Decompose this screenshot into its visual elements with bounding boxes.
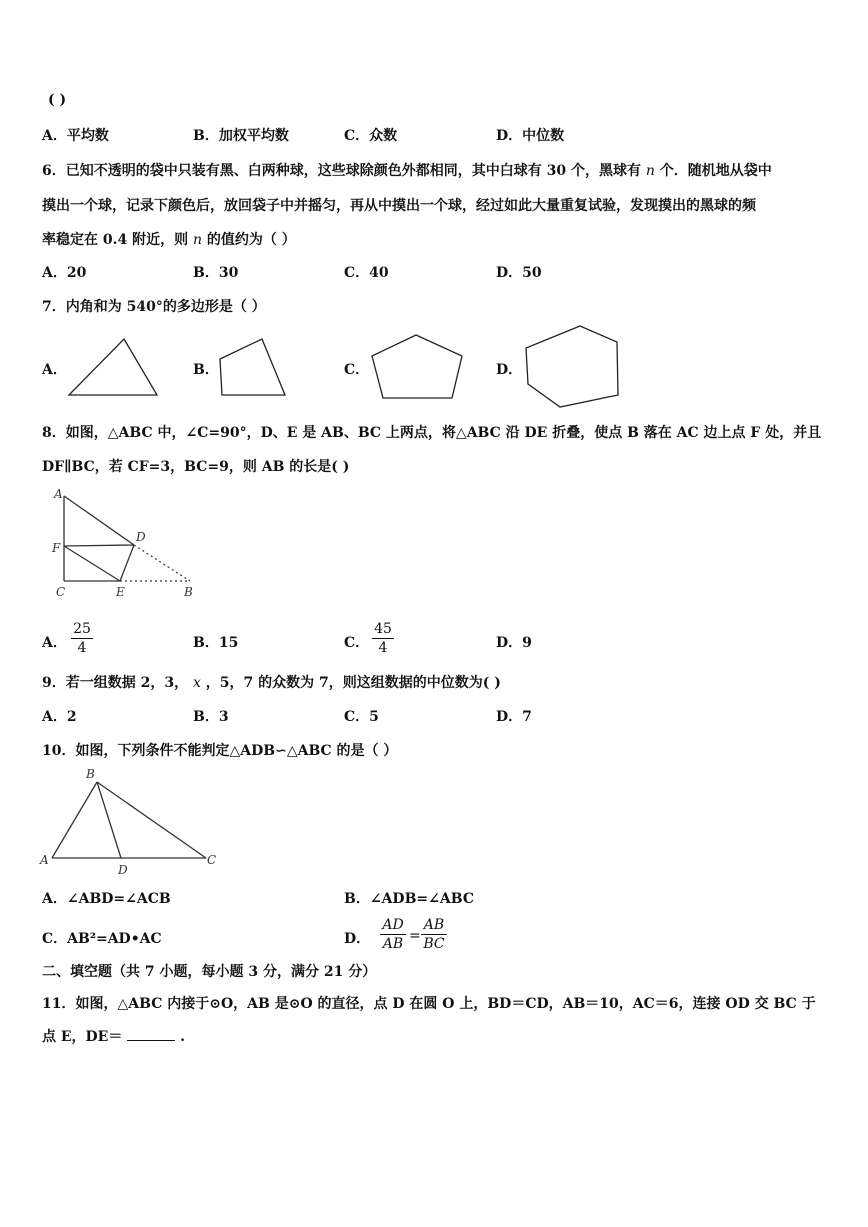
q6-stem-line1 [42,160,772,180]
q8-option-c-fraction[interactable] [372,620,394,657]
q10-option-d-equals: = [409,928,421,944]
side-ab [52,782,97,858]
segment-bd [97,782,121,858]
q6-stem-line2: 摸出一个球，记录下颜色后，放回袋子中并摇匀，再从中摸出一个球，经过如此大量重复试验，发现摸出的黑球的频 [42,198,756,214]
q7-option-b-label[interactable]: B． [193,362,219,378]
label-d: D [118,863,128,877]
q5-option-d[interactable]: D．中位数 [496,128,565,144]
q6-line3-b: 的值约为（ ） [206,232,296,248]
fraction-numerator: AB [423,917,445,933]
q11-line2-text: 点 E，DE＝ [42,1029,123,1045]
q8-option-d[interactable]: D．9 [496,635,532,651]
fraction-denominator: 4 [77,640,87,656]
label-f: F [52,541,61,555]
q9-option-d[interactable]: D．7 [496,709,532,725]
fraction-denominator: BC [423,936,445,952]
side-ad [64,496,134,545]
q10-figure [38,766,224,878]
q10-option-d-fraction-left[interactable] [380,916,406,953]
q10-option-d-fraction-right[interactable] [421,916,447,953]
label-d: D [136,530,146,544]
quadrilateral-shape [220,339,285,395]
label-a: A [54,487,63,501]
hexagon-shape [526,326,618,407]
fraction-numerator: 25 [73,621,91,637]
q8-option-a-label[interactable]: A． [42,635,67,651]
q7-pentagon-figure [369,332,467,402]
q5-option-a[interactable]: A．平均数 [42,128,109,144]
q9-option-b[interactable]: B．3 [193,709,229,725]
q9-stem [42,672,501,692]
q11-stem-line1: 11．如图，△ABC 内接于⊙O，AB 是⊙O 的直径，点 D 在圆 O 上，BD＝CD，AB＝10，AC＝6，连接 OD 交 BC 于 [42,996,816,1012]
side-db-dotted [134,545,190,581]
q9-stem-b: ，5，7 的众数为 7，则这组数据的中位数为( ) [205,675,501,691]
q6-line3-a: 率稳定在 0.4 附近，则 [42,232,189,248]
q8-option-c-label[interactable]: C． [344,635,370,651]
q6-option-c[interactable]: C．40 [344,265,389,281]
triangle-shape [69,339,157,395]
q7-quadrilateral-figure [216,336,290,398]
label-c: C [207,853,217,867]
label-b: B [86,767,95,781]
q5-option-b[interactable]: B．加权平均数 [193,128,289,144]
label-c: C [56,585,66,599]
q11-line2-end: . [180,1029,185,1045]
q6-line1-var: n [645,163,655,179]
q8-stem-line2: DF∥BC，若 CF=3，BC=9，则 AB 的长是( ) [42,459,350,475]
q7-stem: 7．内角和为 540°的多边形是（ ） [42,299,266,315]
q10-option-c[interactable]: C．AB²=AD•AC [42,931,162,947]
q6-line1-text: 6．已知不透明的袋中只装有黑、白两种球，这些球除颜色外都相同，其中白球有 30 个，黑球有 [42,163,641,179]
side-bc [97,782,206,858]
q8-stem-line1: 8．如图，△ABC 中，∠C=90°，D、E 是 AB、BC 上两点，将△ABC 沿 DE 折叠，使点 B 落在 AC 边上点 F 处，并且 [42,425,822,441]
q6-stem-line3 [42,229,296,249]
q11-stem-line2 [42,1026,185,1046]
q6-line3-var: n [192,232,203,248]
q9-option-a[interactable]: A．2 [42,709,77,725]
q6-option-d[interactable]: D．50 [496,265,542,281]
q6-line1-tail: 个．随机地从袋中 [659,163,772,179]
q7-hexagon-figure [520,322,624,412]
q7-option-d-label[interactable]: D． [496,362,523,378]
segment-de [120,545,134,581]
fraction-numerator: 45 [374,621,392,637]
label-e: E [116,585,125,599]
fraction-numerator: AD [382,917,404,933]
q5-option-c[interactable]: C．众数 [344,128,398,144]
q7-triangle-figure [66,336,162,398]
q10-stem: 10．如图，下列条件不能判定△ADB∽△ABC 的是（ ） [42,743,398,759]
q10-option-b[interactable]: B．∠ADB=∠ABC [344,891,474,907]
segment-fe [64,546,120,581]
q6-option-b[interactable]: B．30 [193,265,239,281]
q7-option-a-label[interactable]: A． [42,362,67,378]
q8-option-b[interactable]: B．15 [193,635,239,651]
q10-option-d-label[interactable]: D． [344,931,371,947]
q7-option-c-label[interactable]: C． [344,362,370,378]
fraction-denominator: 4 [378,640,388,656]
q9-stem-a: 9．若一组数据 2，3， [42,675,189,691]
q10-option-a[interactable]: A．∠ABD=∠ACB [42,891,171,907]
fraction-denominator: AB [382,936,404,952]
pentagon-shape [372,335,462,398]
q9-option-c[interactable]: C．5 [344,709,379,725]
q9-stem-var: x [192,675,201,691]
answer-blank[interactable] [127,1028,175,1041]
q8-figure [50,486,200,600]
q5-paren: ( ) [48,92,67,108]
section-heading: 二、填空题（共 7 小题，每小题 3 分，满分 21 分） [42,964,377,980]
q6-option-a[interactable]: A．20 [42,265,87,281]
q8-option-a-fraction[interactable] [71,620,93,657]
segment-fd [64,545,134,546]
label-b: B [184,585,193,599]
label-a: A [40,853,49,867]
